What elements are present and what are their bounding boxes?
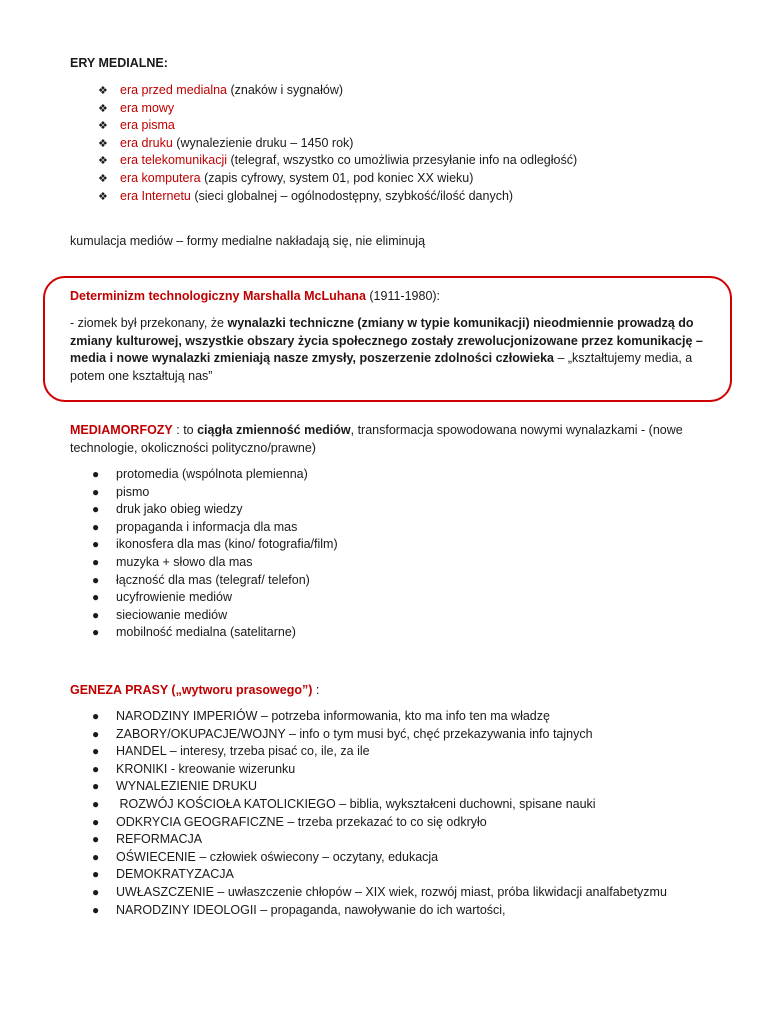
list-item-text: ucyfrowienie mediów: [116, 590, 233, 605]
bullet-icon: ●: [92, 849, 100, 864]
mcluhan-title-text: Determinizm technologiczny Marshalla McLuhana: [70, 289, 366, 303]
list-item: [92, 519, 338, 537]
era-label: era mowy: [120, 100, 175, 115]
geneza-colon: :: [312, 683, 320, 697]
era-label: era Internetu: [120, 188, 191, 203]
list-item: [92, 572, 338, 590]
list-item: [98, 135, 577, 153]
bullet-icon: ●: [92, 502, 100, 517]
mediamorfozy-list: [92, 466, 338, 642]
list-item: [98, 82, 577, 100]
bullet-icon: ●: [92, 796, 100, 811]
list-item-text: HANDEL – interesy, trzeba pisać co, ile, za ile: [116, 744, 370, 759]
list-item-text: UWŁASZCZENIE – uwłaszczenie chłopów – XIX wiek, rozwój miast, próba likwidacji analfabetyzmu: [116, 884, 667, 899]
diamond-bullet-icon: ❖: [98, 190, 108, 203]
list-item: [92, 796, 667, 814]
ery-title: ERY MEDIALNE:: [70, 56, 168, 70]
list-item: [92, 778, 667, 796]
list-item: [92, 484, 338, 502]
list-item-text: NARODZINY IDEOLOGII – propaganda, nawoływanie do ich wartości,: [116, 902, 506, 917]
list-item-text: sieciowanie mediów: [116, 607, 228, 622]
mcluhan-years: (1911-1980):: [365, 289, 441, 303]
list-item-text: ROZWÓJ KOŚCIOŁA KATOLICKIEGO – biblia, wykształceni duchowni, spisane nauki: [116, 796, 596, 811]
bullet-icon: ●: [92, 761, 100, 776]
geneza-title: GENEZA PRASY („wytworu prasowego”): [70, 683, 313, 697]
geneza-heading: [70, 682, 319, 700]
mediamorfozy-bold: ciągła zmienność mediów: [197, 423, 351, 437]
bullet-icon: ●: [92, 625, 100, 640]
diamond-bullet-icon: ❖: [98, 137, 108, 150]
diamond-bullet-icon: ❖: [98, 120, 108, 133]
list-item-text: WYNALEZIENIE DRUKU: [116, 779, 257, 794]
list-item: [92, 866, 667, 884]
list-item-text: ODKRYCIA GEOGRAFICZNE – trzeba przekazać to co się odkryło: [116, 814, 487, 829]
bullet-icon: ●: [92, 744, 100, 759]
mediamorfozy-heading: [70, 422, 710, 457]
list-item-text: DEMOKRATYZACJA: [116, 867, 234, 882]
list-item: [92, 624, 338, 642]
list-item: [92, 743, 667, 761]
diamond-bullet-icon: ❖: [98, 85, 108, 97]
diamond-bullet-icon: ❖: [98, 102, 108, 115]
era-desc: (znaków i sygnałów): [227, 83, 344, 97]
list-item: [92, 589, 338, 607]
list-item: [92, 761, 667, 779]
bullet-icon: ●: [92, 607, 100, 622]
bullet-icon: ●: [92, 519, 100, 534]
era-desc: (wynalezienie druku – 1450 rok): [172, 135, 354, 150]
list-item: [92, 708, 667, 726]
kumulacja-text: kumulacja mediów – formy medialne nakładają się, nie eliminują: [70, 234, 426, 248]
list-item: [98, 100, 577, 118]
ery-list: [98, 82, 577, 205]
bullet-icon: ●: [92, 537, 100, 552]
mediamorfozy-sep: : to: [172, 423, 198, 437]
list-item: [92, 466, 338, 484]
list-item: [92, 554, 338, 572]
era-desc: (zapis cyfrowy, system 01, pod koniec XX wieku): [200, 170, 474, 185]
list-item-text: druk jako obieg wiedzy: [116, 502, 243, 517]
bullet-icon: ●: [92, 590, 100, 605]
list-item-text: ZABORY/OKUPACJE/WOJNY – info o tym musi być, chęć przekazywania info tajnych: [116, 726, 593, 741]
mcluhan-title: [70, 288, 440, 306]
bullet-icon: ●: [92, 467, 100, 481]
list-item: [92, 501, 338, 519]
list-item: [98, 170, 577, 188]
era-desc: (telegraf, wszystko co umożliwia przesyłanie info na odległość): [227, 153, 578, 168]
list-item-text: propaganda i informacja dla mas: [116, 519, 298, 534]
list-item: [98, 117, 577, 135]
era-desc: (sieci globalnej – ogólnodostępny, szybkość/ilość danych): [190, 188, 514, 203]
list-item: [98, 188, 577, 206]
bullet-icon: ●: [92, 484, 100, 499]
list-item-text: mobilność medialna (satelitarne): [116, 625, 296, 640]
list-item-text: pismo: [116, 484, 150, 499]
list-item-text: OŚWIECENIE – człowiek oświecony – oczytany, edukacja: [116, 849, 439, 864]
mcluhan-text: [70, 315, 710, 385]
geneza-list: [92, 708, 667, 919]
list-item: [98, 152, 577, 170]
bullet-icon: ●: [92, 572, 100, 587]
bullet-icon: ●: [92, 779, 100, 794]
bullet-icon: ●: [92, 709, 100, 723]
list-item: [92, 902, 667, 920]
list-item-text: muzyka + słowo dla mas: [116, 554, 253, 569]
bullet-icon: ●: [92, 884, 100, 899]
bullet-icon: ●: [92, 726, 100, 741]
mcluhan-intro: - ziomek był przekonany, że: [70, 316, 228, 330]
list-item-text: KRONIKI - kreowanie wizerunku: [116, 761, 296, 776]
mediamorfozy-title: MEDIAMORFOZY: [70, 423, 173, 437]
list-item-text: protomedia (wspólnota plemienna): [116, 467, 308, 481]
bullet-icon: ●: [92, 902, 100, 917]
list-item: [92, 726, 667, 744]
list-item: [92, 831, 667, 849]
diamond-bullet-icon: ❖: [98, 172, 108, 185]
list-item-text: łączność dla mas (telegraf/ telefon): [116, 572, 310, 587]
era-label: era druku: [120, 135, 173, 150]
era-label: era pisma: [120, 118, 175, 133]
era-label: era przed medialna: [120, 83, 228, 97]
list-item: [92, 849, 667, 867]
bullet-icon: ●: [92, 867, 100, 882]
list-item: [92, 536, 338, 554]
era-label: era komputera: [120, 170, 201, 185]
list-item-text: ikonosfera dla mas (kino/ fotografia/film): [116, 537, 338, 552]
list-item: [92, 607, 338, 625]
list-item: [92, 884, 667, 902]
mcluhan-quote: – „kształtujemy media, a potem one kształtują nas”: [70, 351, 693, 383]
list-item: [92, 814, 667, 832]
mediamorfozy-rest: , transformacja spowodowana nowymi wynalazkami - (nowe technologie, okoliczności polityczno/prawne): [70, 423, 683, 455]
bullet-icon: ●: [92, 814, 100, 829]
list-item-text: NARODZINY IMPERIÓW – potrzeba informowania, kto ma info ten ma władzę: [116, 709, 550, 723]
mcluhan-bold: wynalazki techniczne (zmiany w typie komunikacji) nieodmiennie prowadzą do zmiany kulturowej, wszystkie obszary życia społecznego zostały zrewolucjonizowane przez komunikację – media i nowe wynalazki zmieniają nasze zmysły, poszerzenie zdolności człowieka: [70, 316, 703, 366]
bullet-icon: ●: [92, 554, 100, 569]
list-item-text: REFORMACJA: [116, 832, 203, 847]
diamond-bullet-icon: ❖: [98, 155, 108, 168]
era-label: era telekomunikacji: [120, 153, 227, 168]
bullet-icon: ●: [92, 832, 100, 847]
